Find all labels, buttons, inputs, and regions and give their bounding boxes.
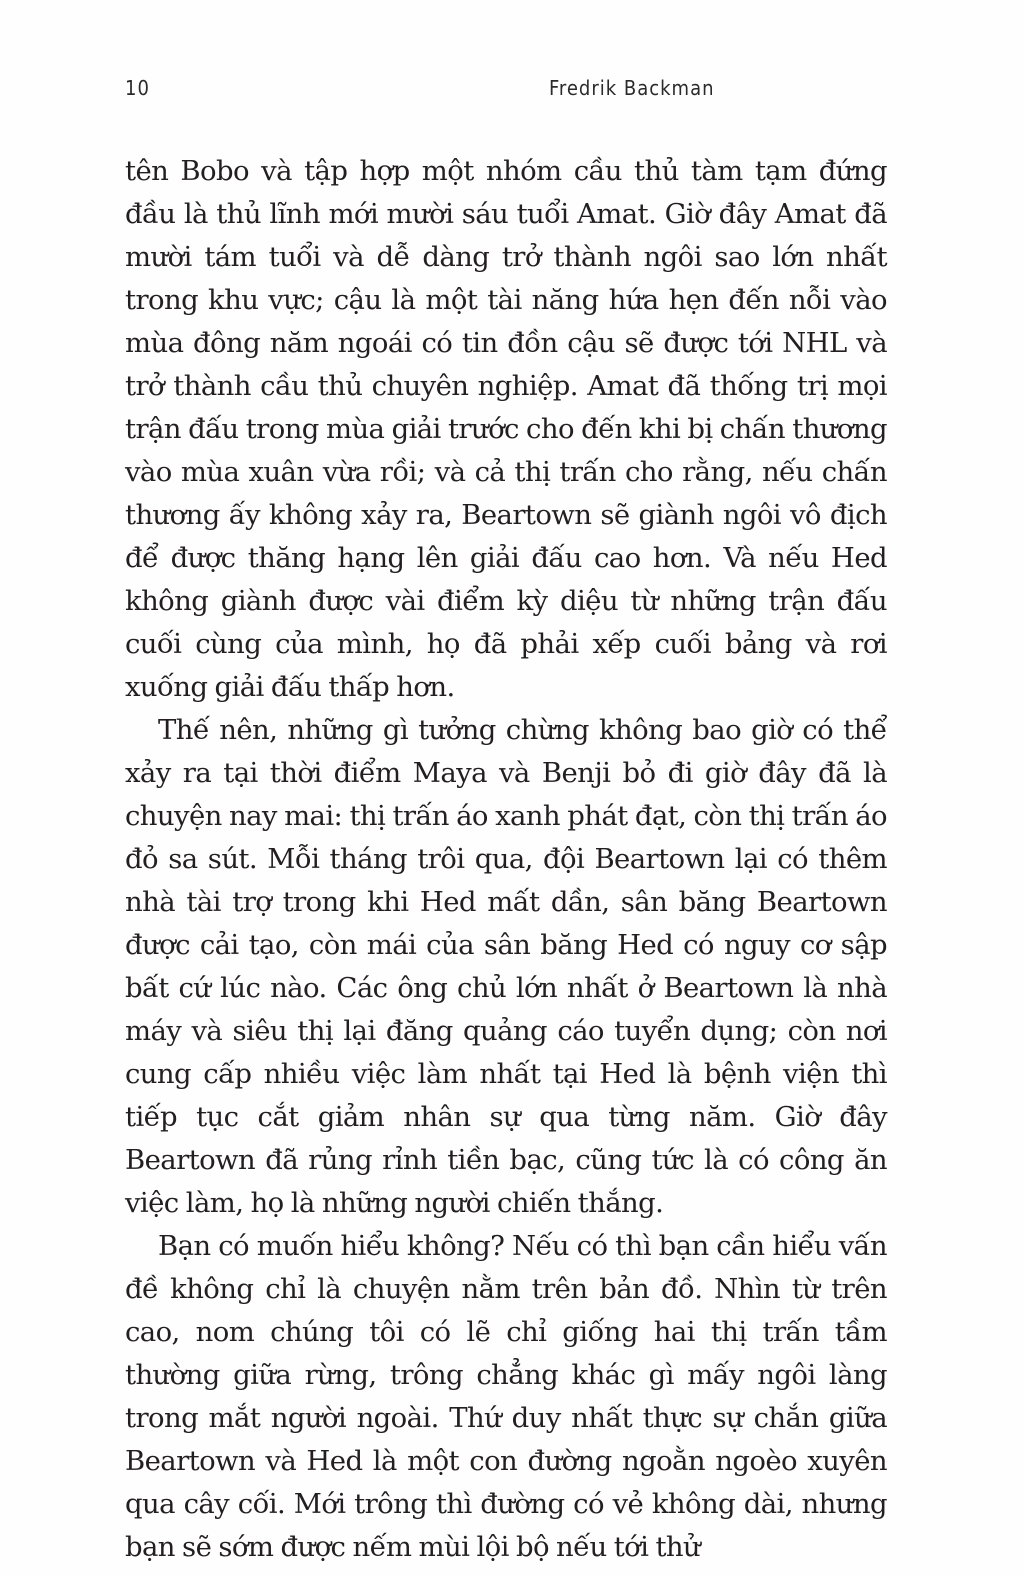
running-head-author: Fredrik Backman: [549, 76, 715, 100]
page-number: 10: [125, 76, 150, 100]
paragraph: tên Bobo và tập hợp một nhóm cầu thủ tàm tạm đứng đầu là thủ lĩnh mới mười sáu tuổi Amat. Giờ đây Amat đã mười tám tuổi và dễ dàng trở thành ngôi sao lớn nhất trong khu vực; cậu là một tài năng hứa hẹn đến nỗi vào mùa đông năm ngoái có tin đồn cậu sẽ được tới NHL và trở thành cầu thủ chuyên nghiệp. Amat đã thống trị mọi trận đấu trong mùa giải trước cho đến khi bị chấn thương vào mùa xuân vừa rồi; và cả thị trấn cho rằng, nếu chấn thương ấy không xảy ra, Beartown sẽ giành ngôi vô địch để được thăng hạng lên giải đấu cao hơn. Và nếu Hed không giành được vài điểm kỳ diệu từ những trận đấu cuối cùng của mình, họ đã phải xếp cuối bảng và rơi xuống giải đấu thấp hơn.: [125, 155, 887, 703]
page-header: [125, 76, 885, 106]
paragraph: Thế nên, những gì tưởng chừng không bao giờ có thể xảy ra tại thời điểm Maya và Benji bỏ đi giờ đây đã là chuyện nay mai: thị trấn áo xanh phát đạt, còn thị trấn áo đỏ sa sút. Mỗi tháng trôi qua, đội Beartown lại có thêm nhà tài trợ trong khi Hed mất dần, sân băng Beartown được cải tạo, còn mái của sân băng Hed có nguy cơ sập bất cứ lúc nào. Các ông chủ lớn nhất ở Beartown là nhà máy và siêu thị lại đăng quảng cáo tuyển dụng; còn nơi cung cấp nhiều việc làm nhất tại Hed là bệnh viện thì tiếp tục cắt giảm nhân sự qua từng năm. Giờ đây Beartown đã rủng rỉnh tiền bạc, cũng tức là có công ăn việc làm, họ là những người chiến thắng.: [125, 714, 887, 1219]
body-text: [125, 150, 887, 1569]
paragraph: Bạn có muốn hiểu không? Nếu có thì bạn cần hiểu vấn đề không chỉ là chuyện nằm trên bản đồ. Nhìn từ trên cao, nom chúng tôi có lẽ chỉ giống hai thị trấn tầm thường giữa rừng, trông chẳng khác gì mấy ngôi làng trong mắt người ngoài. Thứ duy nhất thực sự chắn giữa Beartown và Hed là một con đường ngoằn ngoèo xuyên qua cây cối. Mới trông thì đường có vẻ không dài, nhưng bạn sẽ sớm được nếm mùi lội bộ nếu tới thử: [125, 1230, 887, 1563]
